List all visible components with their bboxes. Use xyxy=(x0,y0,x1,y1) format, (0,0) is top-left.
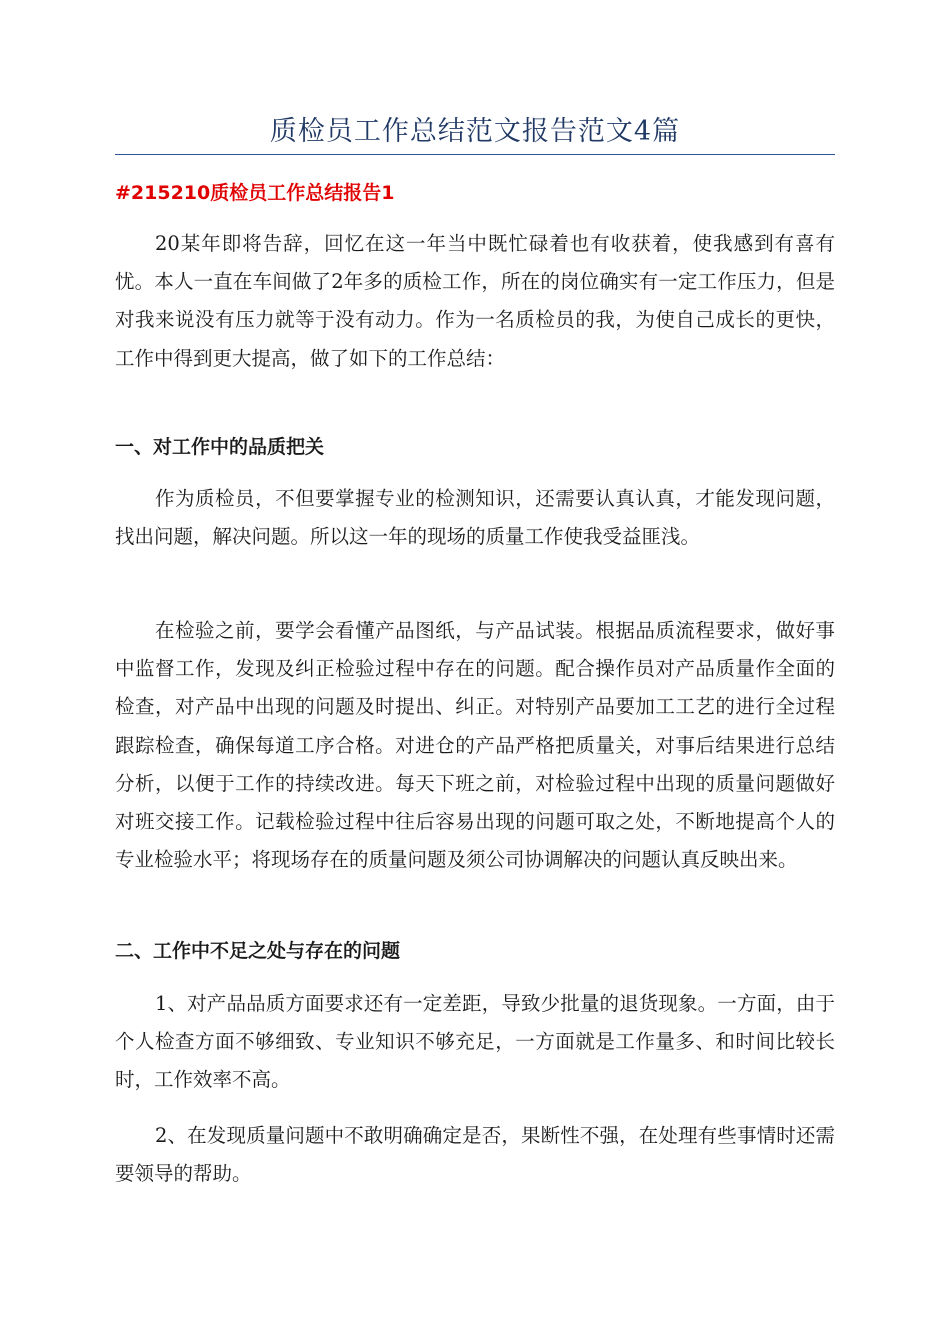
intro-paragraph: 20某年即将告辞，回忆在这一年当中既忙碌着也有收获着，使我感到有喜有忧。本人一直在车间做了2年多的质检工作，所在的岗位确实有一定工作压力，但是对我来说没有压力就等于没有动力。作为一名质检员的我，为使自己成长的更快，工作中得到更大提高，做了如下的工作总结： xyxy=(115,232,835,370)
section-heading-quality-control: 一、对工作中的品质把关 xyxy=(115,436,325,458)
section2-paragraph-2: 2、在发现质量问题中不敢明确确定是否，果断性不强，在处理有些事情时还需要领导的帮助。 xyxy=(115,1124,835,1186)
section1-paragraph-1: 作为质检员，不但要掌握专业的检测知识，还需要认真认真，才能发现问题，找出问题，解决问题。所以这一年的现场的质量工作使我受益匪浅。 xyxy=(115,487,835,549)
report-heading: #215210质检员工作总结报告1 xyxy=(115,182,395,204)
document-title: 质检员工作总结范文报告范文4篇 xyxy=(269,116,681,147)
section-heading-shortcomings: 二、工作中不足之处与存在的问题 xyxy=(115,940,401,962)
section2-paragraph-1: 1、对产品品质方面要求还有一定差距，导致少批量的退货现象。一方面，由于个人检查方面不够细致、专业知识不够充足，一方面就是工作量多、和时间比较长时，工作效率不高。 xyxy=(115,992,835,1092)
title-underline xyxy=(115,154,835,155)
section1-paragraph-2: 在检验之前，要学会看懂产品图纸，与产品试装。根据品质流程要求，做好事中监督工作，发现及纠正检验过程中存在的问题。配合操作员对产品质量作全面的检查，对产品中出现的问题及时提出、纠正。对特别产品要加工工艺的进行全过程跟踪检查，确保每道工序合格。对进仓的产品严格把质量关，对事后结果进行总结分析，以便于工作的持续改进。每天下班之前，对检验过程中出现的质量问题做好对班交接工作。记载检验过程中往后容易出现的问题可取之处，不断地提高个人的专业检验水平；将现场存在的质量问题及须公司协调解决的问题认真反映出来。 xyxy=(115,619,835,872)
